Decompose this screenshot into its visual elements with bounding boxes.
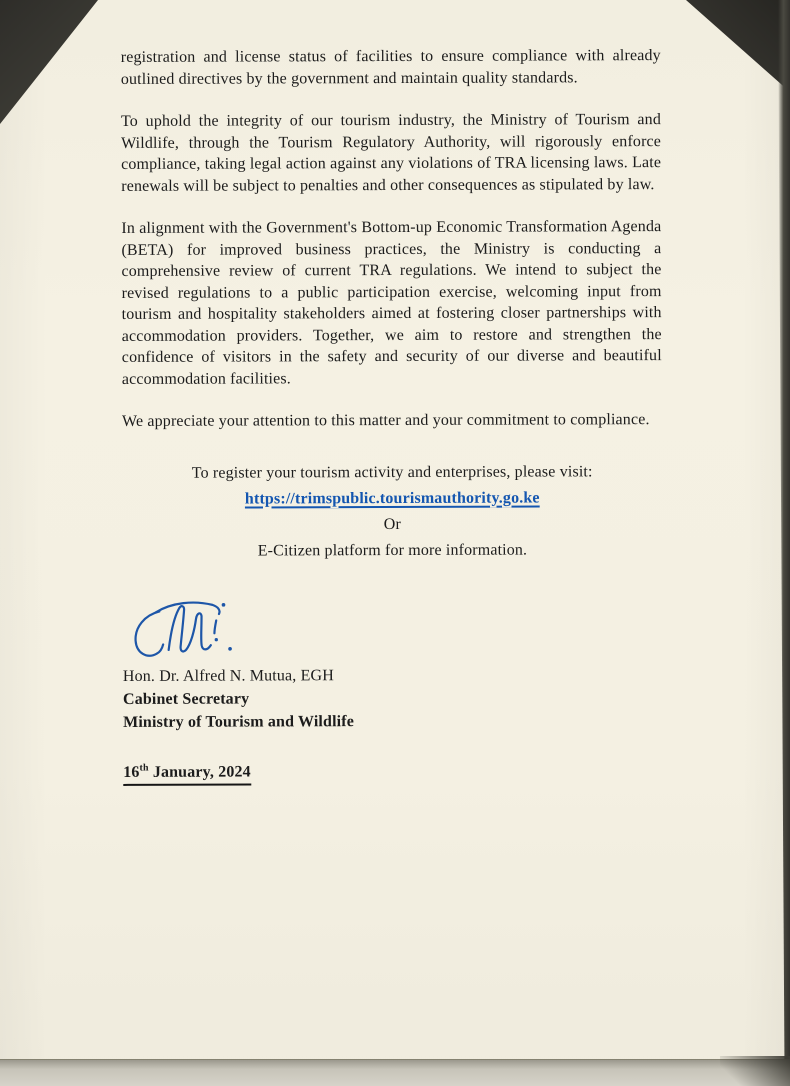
registration-link[interactable]: https://trimspublic.tourismauthority.go.ke <box>244 488 540 508</box>
handwritten-signature-icon <box>123 595 663 663</box>
scan-artifact-right-edge <box>778 0 790 1086</box>
date-day: 16 <box>123 763 140 781</box>
signatory-name: Hon. Dr. Alfred N. Mutua, EGH <box>122 666 334 685</box>
signatory-title: Cabinet Secretary <box>122 690 250 708</box>
scan-artifact-bottom-right <box>720 1056 790 1086</box>
registration-ecitizen: E-Citizen platform for more information. <box>257 541 528 559</box>
scan-artifact-top-left <box>0 0 98 124</box>
registration-or: Or <box>383 515 402 533</box>
body-paragraph-3: In alignment with the Government's Bottom-up Economic Transformation Agenda (BETA) for improved business practices, the Ministry is conducting a comprehensive review of current TRA regulations. We intend to subject the revised regulations to a public participation exercise, welcoming input from tourism and hospitality stakeholders aimed at fostering closer partnerships with accommodation providers. Together, we aim to restore and strengthen the confidence of visitors in the safety and security of our diverse and beautiful accommodation facilities. <box>121 218 662 388</box>
body-paragraph-2: To uphold the integrity of our tourism industry, the Ministry of Tourism and Wildlife, through the Tourism Regulatory Authority, will rigorously enforce compliance, taking legal action against any violations of TRA licensing laws. Late renewals will be subject to penalties and other consequences as stipulated by law. <box>120 111 662 195</box>
date-ordinal: th <box>139 762 149 774</box>
scan-artifact-top-right <box>686 0 790 92</box>
body-paragraph-4: We appreciate your attention to this matter and your commitment to compliance. <box>121 411 650 430</box>
letter-body <box>121 45 664 786</box>
scan-artifact-bottom-edge <box>0 1059 790 1086</box>
body-paragraph-1: registration and license status of facilities to ensure compliance with already outlined directives by the government and maintain quality standards. <box>120 47 661 88</box>
date-rest: January, 2024 <box>148 762 251 781</box>
registration-info-block <box>122 460 662 563</box>
signatory-ministry: Ministry of Tourism and Wildlife <box>123 712 355 731</box>
registration-intro: To register your tourism activity and enterprises, please visit: <box>191 462 593 482</box>
letter-date <box>123 760 663 786</box>
